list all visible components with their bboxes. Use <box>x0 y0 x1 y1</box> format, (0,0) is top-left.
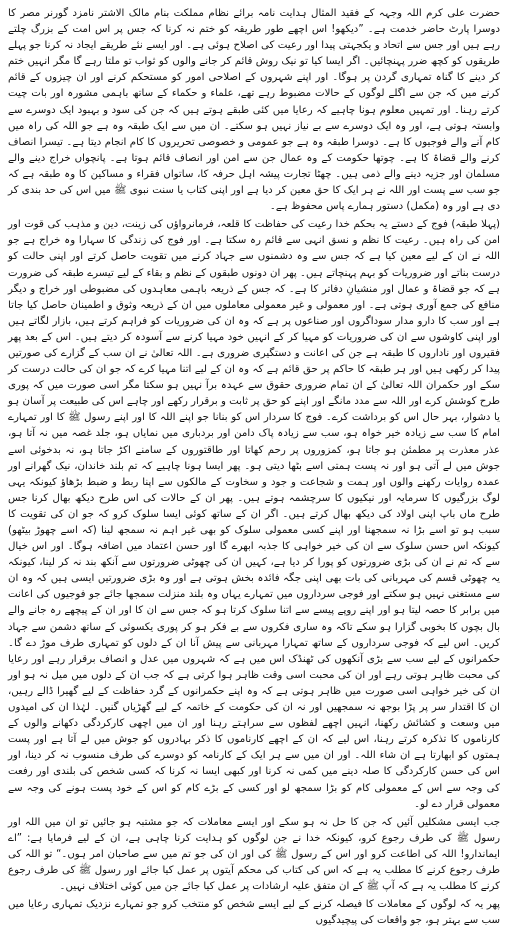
paragraph-judges: پھر یہ کہ لوگوں کے معاملات کا فیصلہ کرنے کے لیے ایسے شخص کو منتخب کرو جو تمہارے نزدیک تمہاری رعایا میں سب سے بہتر ہو، جو واقعات کی پیچیدگیوں <box>8 899 500 927</box>
paragraph-army-and-commanders: (پہلا طبقہ) فوج کے دستے یہ بحکم خدا رعیت کی حفاظت کا قلعہ، فرمانرواؤں کی زینت، دین و مذہب کی قوت اور امن کی راہ ہیں۔ رعیت کا نظم و نسق انہی سے قائم رہ سکتا ہے۔ اور فوج کی زندگی کا سہارا وہ خراج ہے جو اللہ نے ان کے لیے معین کیا ہے کہ جس سے وہ دشمنوں سے جہاد کرنے میں تقویت حاصل کرتے اور اپنی حالت کو درست بناتے اور ضروریات کو بہم پہنچاتے ہیں۔ پھر ان دونوں طبقوں کے نظم و بقاء کے لیے تیسرے طبقہ کی ضرورت ہے کہ جو قضاۃ و عمال اور منشیانِ دفاتر کا ہے۔ کہ جس کے ذریعہ باہمی معاہدوں کی مضبوطی اور خراج و دیگر منافع کی جمع آوری ہوتی ہے۔ اور معمولی و غیر معمولی معاملوں میں ان کے ذریعہ وثوق و اطمینان حاصل کیا جاتا ہے اور سب کا دارو مدار سوداگروں اور صناعوں پر ہے کہ وہ ان کی ضروریات کو فراہم کرتے ہیں، بازار لگاتے ہیں اور اپنی کاوشوں سے ان کی ضروریات کو مہیا کر کے انہیں خود مہیا کرنے سے آسودہ کر دیتے ہیں۔ اس کے بعد پھر فقیروں اور ناداروں کا طبقہ ہے جن کی اعانت و دستگیری ضروری ہے۔ اللہ تعالیٰ نے ان سب کے گزارے کی صورتیں پیدا کر رکھی ہیں اور ہر طبقہ کا حاکم پر حق قائم ہے کہ وہ ان کے لیے اتنا مہیا کرے کہ جو ان کی حالت درست کر سکے اور حکمران اللہ تعالیٰ کے ان تمام ضروری حقوق سے عہدہ برآ نہیں ہو سکتا مگر اسی صورت میں کہ پوری طرح کوشش کرے اور اللہ سے مدد مانگے اور اپنے کو حق پر ثابت و برقرار رکھے اور چاہے اس کی طبیعت پر آسان ہو یا دشوار، بہر حال اس کو برداشت کرے۔ فوج کا سردار اس کو بنانا جو اپنے اللہ کا اور اپنے رسول ﷺ کا اور تمہارے امام کا سب سے زیادہ خیر خواہ ہو، سب سے زیادہ پاک دامن اور بردباری میں نمایاں ہو، جلد غصہ میں نہ آتا ہو، عذر معذرت پر مطمئن ہو جاتا ہو، کمزوروں پر رحم کھاتا اور طاقتوروں کے سامنے اکڑ جاتا ہو، نہ بدخوئی اسے جوش میں لے آتی ہو اور نہ پست ہمتی اسے بٹھا دیتی ہو۔ پھر ایسا ہونا چاہیے کہ تم بلند خاندان، نیک گھرانے اور عمدہ روایات رکھنے والوں اور ہمت و شجاعت و جود و سخاوت کے مالکوں سے اپنا ربط و ضبط بڑھاؤ کیونکہ یہی لوگ بزرگیوں کا سرمایہ اور نیکیوں کا سرچشمہ ہوتے ہیں۔ پھر ان کے حالات کی اس طرح دیکھ بھال کرنا جس طرح ماں باپ اپنی اولاد کی دیکھ بھال کرتے ہیں۔ اگر ان کے ساتھ کوئی ایسا سلوک کرو کہ جو ان کی تقویت کا سبب ہو تو اسے بڑا نہ سمجھنا اور اپنے کسی معمولی سلوک کو بھی غیر اہم نہ سمجھ لینا (کہ اسے چھوڑ بیٹھو) کیونکہ اس حسن سلوک سے ان کی خیر خواہی کا جذبہ ابھرے گا اور حسن اعتماد میں اضافہ ہوگا۔ اور اس خیال سے کہ تم نے ان کی بڑی ضرورتوں کو پورا کر دیا ہے، کہیں ان کی چھوٹی ضرورتوں سے آنکھ بند نہ کر لینا، کیونکہ یہ چھوٹی قسم کی مہربانی کی بات بھی اپنی جگہ فائدہ بخش ہوتی ہے اور وہ بڑی ضرورتیں ایسی ہیں کہ وہ ان سے مستغنی نہیں ہو سکتے اور فوجی سرداروں میں تمہارے یہاں وہ بلند منزلت سمجھا جائے جو فوجیوں کی اعانت میں برابر کا حصہ لیتا ہو اور اپنے روپے پیسے سے اتنا سلوک کرتا ہو کہ جس سے ان کا اور ان کے پیچھے رہ جانے والے بال بچوں کا بخوبی گزارا ہو سکے تاکہ وہ ساری فکروں سے بے فکر ہو کر پوری یکسوئی کے ساتھ دشمن سے جہاد کریں۔ اس لیے کہ فوجی سرداروں کے ساتھ تمہارا مہربانی سے پیش آنا ان کے دلوں کو تمہاری طرف موڑ دے گا۔ حکمرانوں کے لیے سب سے بڑی آنکھوں کی ٹھنڈک اس میں ہے کہ شہروں میں عدل و انصاف برقرار رہے اور رعایا کی محبت ظاہر ہوتی رہے اور ان کی محبت اسی وقت ظاہر ہوا کرتی ہے کہ جب ان کے دلوں میں میل نہ ہو اور ان کی خیر خواہی اسی صورت میں ظاہر ہوتی ہے کہ وہ اپنے حکمرانوں کے گرد حفاظت کے لیے گھیرا ڈالے رہیں، ان کا اقتدار سر پر پڑا بوجھ نہ سمجھیں اور نہ ان کی حکومت کے خاتمہ کے لیے گھڑیاں گنیں۔ لہٰذا ان کی امیدوں میں وسعت و کشائش رکھنا، انہیں اچھے لفظوں سے سراہتے رہنا اور ان میں اچھی کارکردگی دکھانے والوں کے کارناموں کا تذکرہ کرتے رہنا، اس لیے کہ ان کے اچھے کارناموں کا ذکر بہادروں کو جوش میں لے آتا ہے اور پست ہمتوں کو ابھارتا ہے ان شاء اللہ۔ اور ان میں سے ہر ایک کے کارنامہ کو دوسرے کی طرف منسوب نہ کر دینا، اور اس کی حسن کارکردگی کا صلہ دینے میں کمی نہ کرنا اور کبھی ایسا نہ کرنا کہ کسی شخص کی بلندی اور رفعت کی وجہ سے اس کے معمولی کام کو بڑا سمجھ لو اور کسی کے بڑے کام کو اس کے خود پست ہونے کی وجہ سے معمولی قرار دے لو۔ <box>8 219 500 810</box>
paragraph-difficult-matters: جب ایسی مشکلیں آئیں کہ جن کا حل نہ ہو سکے اور ایسے معاملات کہ جو مشتبہ ہو جائیں تو ان میں اللہ اور رسول ﷺ کی طرف رجوع کرو، کیونکہ خدا نے جن لوگوں کو ہدایت کرنا چاہی ہے، ان کے لیے فرمایا ہے: ”اے ایماندارو! اللہ کی اطاعت کرو اور اس کے رسول ﷺ کی اور ان کی جو تم میں سے صاحبان امر ہوں۔“ تو اللہ کی طرف رجوع کرنے کا مطلب یہ ہے کہ اس کی کتاب کی محکم آیتوں پر عمل کیا جائے اور رسول ﷺ کی طرف رجوع کرنے کا مطلب یہ ہے کہ آپ ﷺ کے ان متفق علیہ ارشادات پر عمل کیا جائے جن میں کوئی اختلاف نہیں۔ <box>8 816 500 893</box>
paragraph-intro-and-classes: حضرت علی کرم اللہ وجہہ کے فقید المثال ہدایت نامہ برائے نظام مملکت بنام مالک الاشتر نامزد گورنر مصر کا دوسرا پارٹ حاضر خدمت ہے۔ ”دیکھو! اس اچھے طور طریقہ کو ختم نہ کرنا کہ جس پر اس امت کے بزرگ چلتے رہے ہیں اور جس سے اتحاد و یکجہتی پیدا اور رعیت کی اصلاح ہوئی ہے۔ اور ایسے نئے طریقے ایجاد نہ کرنا جو پہلے طریقوں کو کچھ ضرر پہنچائیں۔ اگر ایسا کیا تو نیک روش قائم کر جانے والوں کو ثواب تو ملتا رہے گا مگر انہیں ختم کر دینے کا گناہ تمہاری گردن پر ہوگا۔ اور اپنے شہروں کے اصلاحی امور کو مستحکم کرنے اور ان چیزوں کے قائم کرنے میں کہ جن سے اگلے لوگوں کے حالات مضبوط رہے تھے، علماء و حکماء کے ساتھ باہمی مشورہ اور بات چیت کرتے رہنا۔ اور تمہیں معلوم ہونا چاہیے کہ رعایا میں کئی طبقے ہوتے ہیں کہ جن کی سود و بہبود ایک دوسرے سے وابستہ ہوتی ہے، اور وہ ایک دوسرے سے بے نیاز نہیں ہو سکتے۔ ان میں سے ایک طبقہ وہ ہے جو اللہ کی راہ میں کام آنے والے فوجیوں کا ہے۔ دوسرا طبقہ وہ ہے جو عمومی و خصوصی تحریروں کا کام انجام دیتا ہے۔ تیسرا انصاف کرنے والے قضاۃ کا ہے۔ چوتھا حکومت کے وہ عمال جن سے امن اور انصاف قائم ہوتا ہے۔ پانچواں خراج دینے والے مسلمان اور جزیہ دینے والے ذمی ہیں۔ چھٹا تجارت پیشہ اہل حرفہ کا، ساتواں فقراء و مساکین کا وہ طبقہ ہے کہ جو سب سے پست اور اللہ نے ہر ایک کا حق معین کر دیا ہے اور اپنی کتاب یا سنت نبوی ﷺ میں اس کی حد بندی کر دی ہے اور وہ (مکمل) دستور ہمارے پاس محفوظ ہے۔ <box>8 8 500 213</box>
